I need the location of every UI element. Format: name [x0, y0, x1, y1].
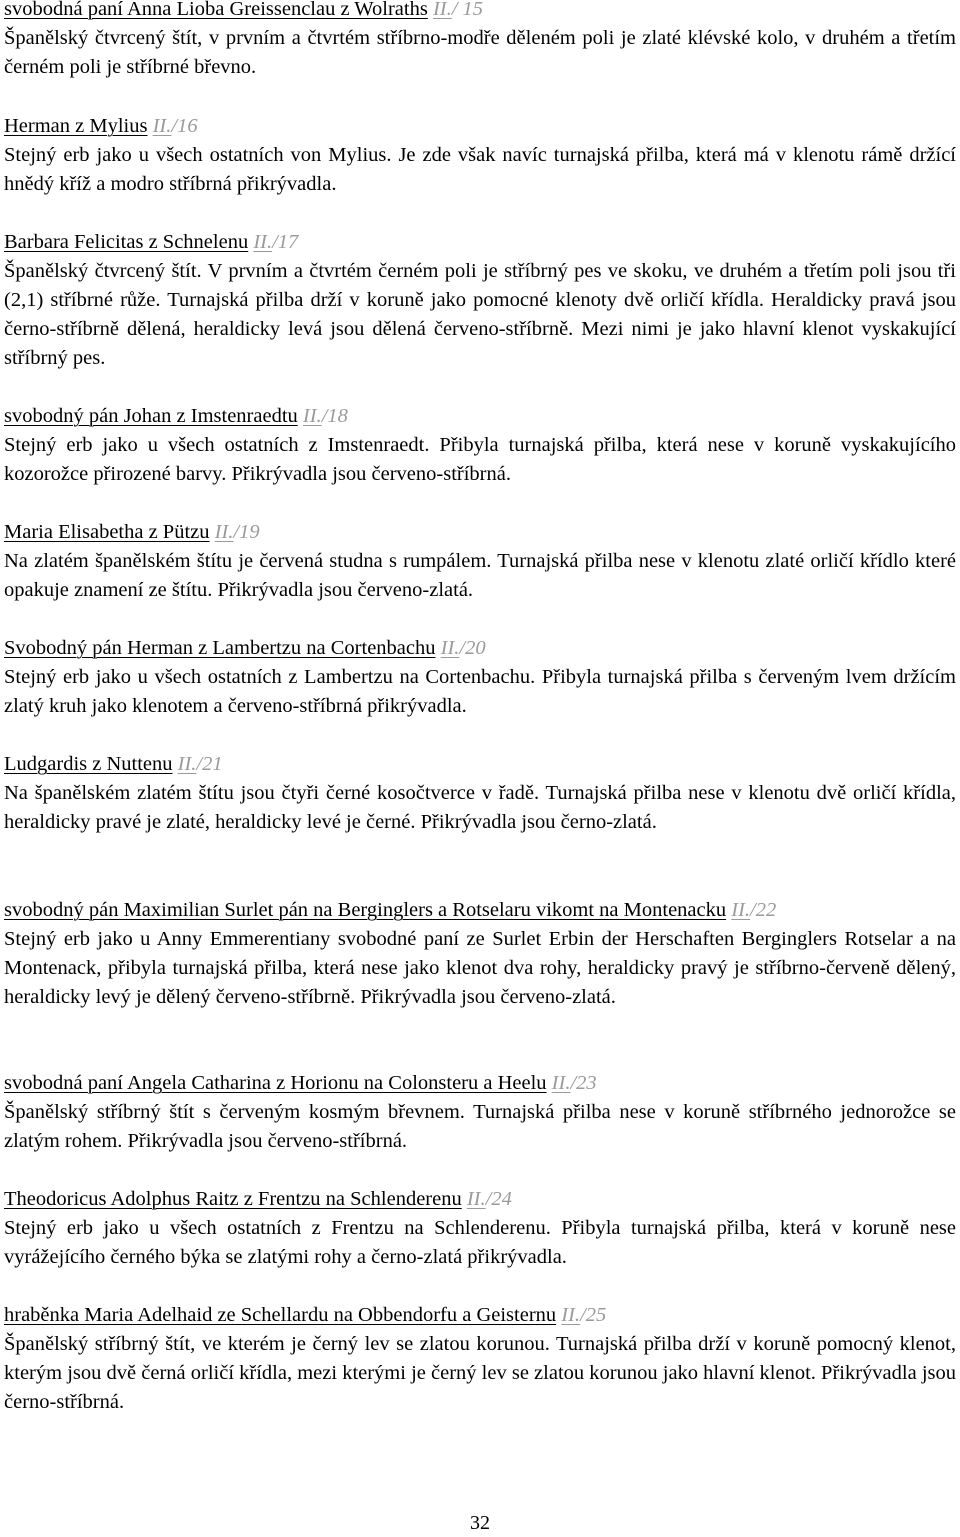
entry-reference: II./21 [177, 753, 223, 775]
entry-name: svobodný pán Johan z Imstenraedtu [4, 405, 298, 427]
entry-16 [4, 112, 956, 199]
entry-reference: II./22 [731, 899, 777, 921]
entry-reference: II./23 [551, 1072, 597, 1094]
entry-heading [4, 896, 956, 925]
entry-name: Herman z Mylius [4, 115, 148, 137]
entry-20 [4, 634, 956, 721]
entry-description: Stejný erb jako u všech ostatních z Imstenraedt. Přibyla turnajská přilba, která nese v koruně vyskakujícího kozorožce přirozené barvy. Přikrývadla jsou červeno-stříbrná. [4, 434, 956, 485]
entry-reference: II./16 [152, 115, 198, 137]
entry-18 [4, 402, 956, 489]
entry-description: Stejný erb jako u všech ostatních z Lambertzu na Cortenbachu. Přibyla turnajská přilba s červeným lvem držícím zlatý kruh jako klenotem a červeno-stříbrná přikrývadla. [4, 666, 956, 717]
entry-name: Barbara Felicitas z Schnelenu [4, 231, 249, 253]
entry-name: Ludgardis z Nuttenu [4, 753, 173, 775]
entry-23 [4, 1069, 956, 1156]
entry-description: Stejný erb jako u všech ostatních von Mylius. Je zde však navíc turnajská přilba, která má v klenotu rámě držící hnědý kříž a modro stříbrná přikrývadla. [4, 144, 956, 195]
entry-17 [4, 228, 956, 373]
entry-reference: II./20 [440, 637, 486, 659]
entry-reference: II./18 [302, 405, 348, 427]
entry-heading [4, 1185, 956, 1214]
entry-name: Maria Elisabetha z Pützu [4, 521, 210, 543]
entry-description: Španělský čtvrcený štít. V prvním a čtvrtém černém poli je stříbrný pes ve skoku, ve druhém a třetím poli jsou tři (2,1) stříbrné růže. Turnajská přilba drží v koruně jako pomocné klenoty dvě orličí křídla. Heraldicky pravá jsou černo-stříbrně dělená, heraldicky levá jsou dělená červeno-stříbrně. Mezi nimi je jako hlavní klenot vyskakující stříbrný pes. [4, 260, 956, 369]
entry-heading [4, 402, 956, 431]
entry-reference: II./24 [466, 1188, 512, 1210]
entry-heading [4, 0, 956, 24]
entry-heading [4, 112, 956, 141]
entry-heading [4, 518, 956, 547]
page-number: 32 [470, 1512, 490, 1534]
entry-19 [4, 518, 956, 605]
entry-heading [4, 228, 956, 257]
entry-21 [4, 750, 956, 837]
entry-description: Španělský stříbrný štít, ve kterém je černý lev se zlatou korunou. Turnajská přilba drží v koruně pomocný klenot, kterým jsou dvě černá orličí křídla, mezi kterými je černý lev se zlatou korunou jako hlavní klenot. Přikrývadla jsou černo-stříbrná. [4, 1333, 956, 1413]
entry-reference: II./25 [561, 1304, 607, 1326]
entry-name: svobodný pán Maximilian Surlet pán na Berginglers a Rotselaru vikomt na Montenacku [4, 899, 727, 921]
entry-name: hraběnka Maria Adelhaid ze Schellardu na Obbendorfu a Geisternu [4, 1304, 557, 1326]
entry-heading [4, 634, 956, 663]
entry-reference: II./17 [253, 231, 299, 253]
entry-name: Theodoricus Adolphus Raitz z Frentzu na Schlenderenu [4, 1188, 462, 1210]
entry-description: Na španělském zlatém štítu jsou čtyři černé kosočtverce v řadě. Turnajská přilba nese v klenotu dvě orličí křídla, heraldicky pravé je zlaté, heraldicky levé je černé. Přikrývadla jsou černo-zlatá. [4, 782, 956, 833]
entry-description: Španělský stříbrný štít s červeným kosmým břevnem. Turnajská přilba nese v koruně stříbrného jednorožce se zlatým rohem. Přikrývadla jsou červeno-stříbrná. [4, 1101, 956, 1152]
entry-heading [4, 1301, 956, 1330]
entry-reference: II./19 [214, 521, 260, 543]
entry-description: Stejný erb jako u všech ostatních z Frentzu na Schlenderenu. Přibyla turnajská přilba, která v koruně nese vyrážejícího černého býka se zlatými rohy a černo-zlatá přikrývadla. [4, 1217, 956, 1268]
entry-description: Na zlatém španělském štítu je červená studna s rumpálem. Turnajská přilba nese v klenotu zlaté orličí křídlo které opakuje znamení ze štítu. Přikrývadla jsou červeno-zlatá. [4, 550, 956, 601]
entry-name: svobodná paní Angela Catharina z Horionu na Colonsteru a Heelu [4, 1072, 547, 1094]
entry-22 [4, 896, 956, 1012]
entry-heading [4, 750, 956, 779]
entry-name: svobodná paní Anna Lioba Greissenclau z Wolraths [4, 0, 428, 20]
entry-heading [4, 1069, 956, 1098]
entry-description: Španělský čtvrcený štít, v prvním a čtvrtém stříbrno-modře děleném poli je zlaté klévské kolo, v druhém a třetím černém poli je stříbrné břevno. [4, 27, 956, 78]
entry-reference: II./ 15 [432, 0, 484, 20]
entry-description: Stejný erb jako u Anny Emmerentiany svobodné paní ze Surlet Erbin der Herschaften Berginglers Rotselar a na Montenack, přibyla turnajská přilba, která nese jako klenot dva rohy, heraldicky pravý je stříbrno-červeně dělený, heraldicky levý je dělený červeno-stříbrně. Přikrývadla jsou červeno-zlatá. [4, 928, 956, 1008]
entry-24 [4, 1185, 956, 1272]
entry-name: Svobodný pán Herman z Lambertzu na Cortenbachu [4, 637, 436, 659]
entry-15 [4, 0, 956, 82]
entry-25 [4, 1301, 956, 1417]
